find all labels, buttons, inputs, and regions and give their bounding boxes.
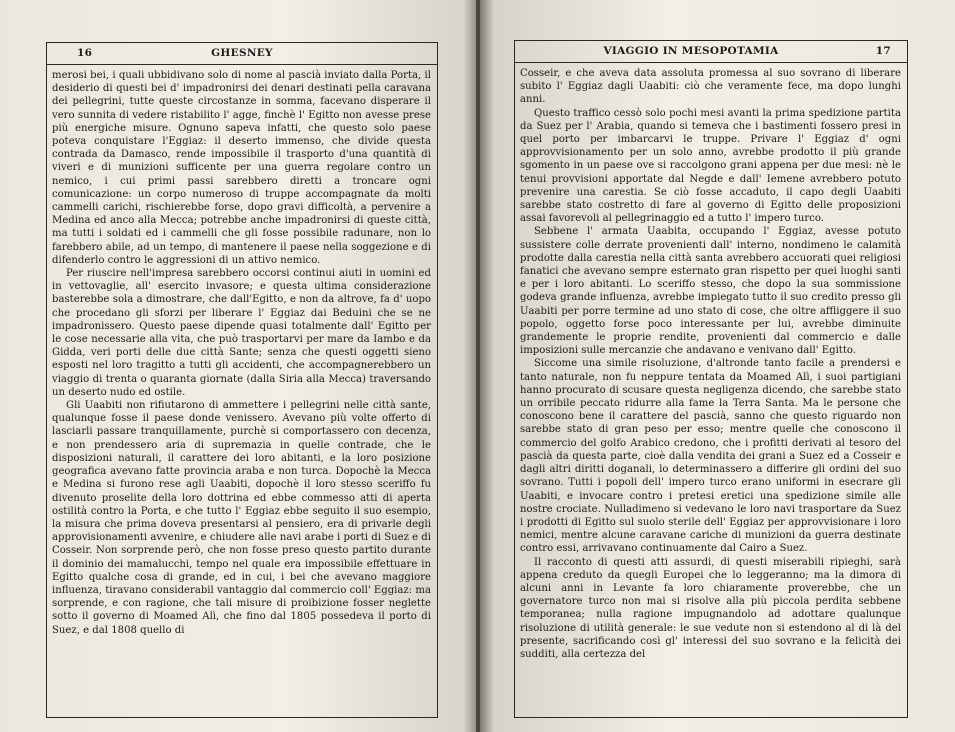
right-body-text <box>520 67 901 709</box>
left-running-head <box>47 47 437 65</box>
left-paragraph-1: merosi bei, i quali ubbidivano solo di nome al pascià inviato dalla Porta, il desiderio di questi bei d' impadronirsi dei denari destinati pella caravana dei pellegrini, tutte queste circostanze in somma, facevano disperare il vero sunnita di vedere ristabilito l' agge, finchè l' Egitto non avesse prese più energiche misure. Ognuno sapeva infatti, che questo solo paese poteva conquistare l'Eggiaz: il deserto immenso, che divide questa contrada da Damasco, rende impossibile il trasporto d'una quantità di viveri e di munizioni sufficente per una guerra regolare contro un nemico, i cui primi passi sarebbero diretti a troncare ogni comunicazione: un corpo numeroso di truppe accompagnate da molti cammelli carichi, rischierebbe forse, dopo gravi difficoltà, a pervenire a Medina ed anco alla Mecca; potrebbe anche impadronirsi di queste città, ma tutti i soldati ed i cammelli che gli fosse possibile radunare, non lo farebbero abile, ad un tempo, di mantenere il paese nella soggezione e di difenderlo contro le aggressioni di un attivo nemico. <box>52 70 431 266</box>
left-page-frame <box>46 42 438 718</box>
right-paragraph-3: Sebbene l' armata Uaabita, occupando l' Eggiaz, avesse potuto sussistere colle derrate provenienti dall' interno, nondimeno le calamità prodotte dalla carestia nella città santa avrebbero accuorati quei religiosi fanatici che avevano sempre esternato gran rispetto per quei luoghi santi e per i loro abitanti. Lo sceriffo stesso, che dopo la sua sommissione godeva grande influenza, avrebbe impiegato tutto il suo credito presso gli Uaabiti per porre termine ad uno stato di cose, che oltre affliggere il suo popolo, oggetto forse poco interessante per lui, avrebbe diminuite grandemente le proprie rendite, provenienti dal commercio e dalle imposizioni sulle mercanzie che andavano e venivano dall' Egitto. <box>520 226 901 357</box>
left-body-text <box>52 69 431 709</box>
right-paragraph-2: Questo traffico cessò solo pochi mesi avanti la prima spedizione partita da Suez per l' Arabia, quando si temeva che i bastimenti fossero presi in quel porto per imbarcarvi le truppe. Privare l' Eggiaz d' ogni approvvisionamento per un solo anno, avrebbe prodotto il più grande sgomento in un paese ove si raccolgono grani appena per due mesi: nè le tenui provvisioni apportate dal Negde e dall' Iemene avrebbero potuto prevenire una carestia. Se ciò fosse accaduto, il capo degli Uaabiti sarebbe stato costretto di fare al governo di Egitto delle proposizioni assai favorevoli al pellegrinaggio ed a tutto l' impero turco. <box>520 107 901 225</box>
left-head-rule <box>47 64 437 65</box>
right-paragraph-1: Cosseir, e che aveva data assoluta promessa al suo sovrano di liberare subito l' Eggiaz dagli Uaabiti: ciò che veramente fece, ma dopo lunghi anni. <box>520 68 901 106</box>
right-head-rule <box>515 62 907 63</box>
right-paragraph-4: Siccome una simile risoluzione, d'altronde tanto facile a prendersi e tanto naturale, non fu neppure tentata da Moamed Alì, i suoi partigiani hanno procurato di scusare questa negligenza dicendo, che sarebbe stato un orribile peccato ridurre alla fame la Terra Santa. Ma le persone che conoscono bene il carattere del pascià, sanno che questo riguardo non sarebbe stato di gran peso per esso; mentre quelle che conoscono il commercio del golfo Arabico credono, che i profitti derivati al tesoro del pascià da questa parte, cioè dalla vendita dei grani a Suez ed a Cosseir e dagli altri diritti doganali, lo determinassero a differire gli ordini del suo sovrano. Tutti i popoli dell' impero turco erano uniformi in esecrare gli Uaabiti, e invocare contro i pretesi eretici una spedizione simile alle nostre crociate. Nulladimeno si vedevano le loro navi trasportare da Suez i prodotti di Egitto sul suolo sterile dell' Eggiaz per approvvisionare i loro nemici, mentre alcune caravane cariche di munizioni da guerra destinate contro essi, arrivavano continuamente dal Cairo a Suez. <box>520 358 901 555</box>
left-paragraph-2: Per riuscire nell'impresa sarebbero occorsi continui aiuti in uomini ed in vettovaglie, all' esercito invasore; e questa ultima considerazione basterebbe sola a dimostrare, che dall'Egitto, e non da altrove, fa d' uopo che procedano gli sforzi per liberare l' Eggiaz dai Beduini che se ne impadronissero. Questo paese dipende quasi totalmente dall' Egitto per le cose necessarie alla vita, che può trasportarvi per mare da Iambo e da Gidda, veri porti delle due città Sante; senza che questi oggetti sieno esposti nel loro tragitto a tutti gli accidenti, che accompagnerebbero un viaggio di trenta o quaranta giornate (dalla Siria alla Mecca) traversando un deserto nudo ed ostile. <box>52 268 431 398</box>
right-running-head <box>515 45 907 63</box>
left-running-title: GHESNEY <box>211 47 273 59</box>
left-page-number: 16 <box>77 47 93 59</box>
right-page-frame <box>514 40 908 718</box>
right-paragraph-5: Il racconto di questi atti assurdi, di questi miserabili ripieghi, sarà appena creduto da quegli Europei che lo leggeranno; ma la dimora di alcuni anni in Levante fa loro chiaramente proverebbe, che un governatore turco non mai si risolve alla più piccola perdita sebbene temporanea; nulla ragione impugnandolo ad adottare qualunque risoluzione di utilità generale: le sue vedute non si estendono al di là del presente, sacrificando così gl' interessi del suo sovrano e la felicità dei sudditi, alla certezza del <box>520 556 901 660</box>
right-page <box>480 0 955 732</box>
right-page-number: 17 <box>875 45 891 57</box>
right-running-title: VIAGGIO IN MESOPOTAMIA <box>603 45 779 57</box>
left-paragraph-3: Gli Uaabiti non rifiutarono di ammettere i pellegrini nelle città sante, qualunque fosse il paese donde venissero. Avevano più volte offerto di lasciarli passare tranquillamente, purchè si comportassero con decenza, e non prendessero aria di supremazia in quelle contrade, che le disposizioni naturali, il carattere dei loro abitanti, e la loro posizione geografica avevano fatte provincia araba e non turca. Dopochè la Mecca e Medina si furono rese agli Uaabiti, dopochè il loro stesso sceriffo fu divenuto proselite della loro dottrina ed ebbe commesso atti di aperta ostilità contro la Porta, e che tutto l' Eggiaz ebbe seguito il suo esempio, la misura che prima doveva presentarsi al pensiero, era di privarle degli approvisionamenti avvenire, e chiudere alle navi arabe i porti di Suez e di Cosseir. Non sorprende però, che non fosse preso questo partito durante il dominio dei mamalucchi, tempo nel quale era impossibile effettuare in Egitto qualche cosa di grande, ed in cui, i bei che avevano maggiore influenza, tiravano considerabil vantaggio dal commercio coll' Eggiaz: ma sorprende, e con ragione, che tali misure di proibizione fosser neglette sotto il governo di Moamed Alì, che fino dal 1805 possedeva il porto di Suez, e dal 1808 quello di <box>52 400 431 636</box>
